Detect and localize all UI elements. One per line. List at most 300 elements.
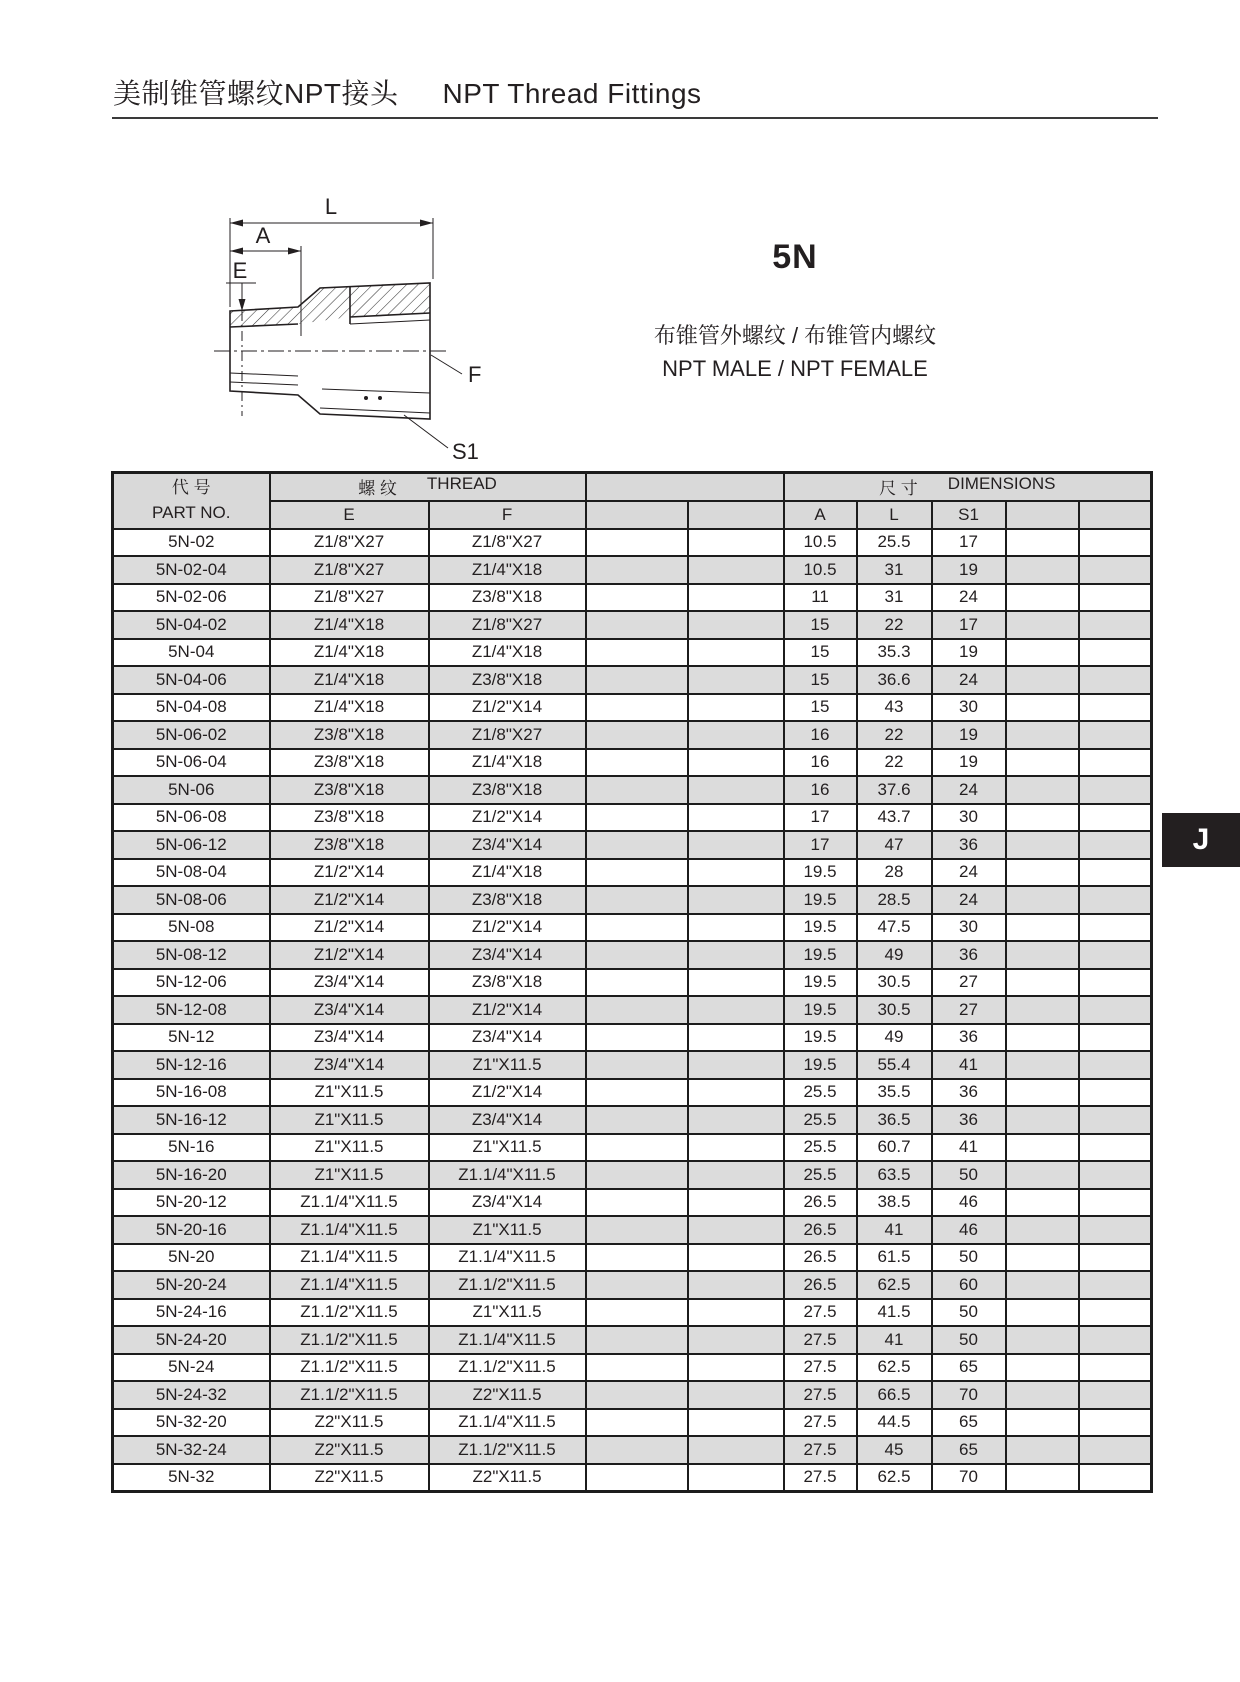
blank-cell — [1079, 1299, 1152, 1327]
blank-cell — [688, 1134, 784, 1162]
blank-cell — [586, 1299, 688, 1327]
blank-cell — [688, 804, 784, 832]
table-row — [113, 804, 1152, 832]
part-no-cell: 5N-32 — [113, 1464, 270, 1492]
dim-a-cell: 11 — [784, 584, 857, 612]
thread-e-cell: Z1.1/2"X11.5 — [270, 1381, 429, 1409]
blank-cell — [1079, 1216, 1152, 1244]
blank-cell — [1079, 859, 1152, 887]
dim-label-E: E — [232, 258, 248, 283]
thread-e-cell: Z3/8"X18 — [270, 804, 429, 832]
blank-cell — [688, 1189, 784, 1217]
thread-f-cell: Z1/2"X14 — [429, 694, 586, 722]
blank-cell — [1006, 1134, 1079, 1162]
dim-a-cell: 10.5 — [784, 529, 857, 557]
dim-l-cell: 31 — [857, 556, 932, 584]
blank-cell — [1079, 941, 1152, 969]
dim-s1-cell: 30 — [932, 804, 1006, 832]
table-row — [113, 584, 1152, 612]
blank-cell — [586, 721, 688, 749]
table-row — [113, 694, 1152, 722]
blank-cell — [1006, 666, 1079, 694]
table-row — [113, 996, 1152, 1024]
blank-cell — [1079, 1354, 1152, 1382]
blank-cell — [1006, 1244, 1079, 1272]
table-row — [113, 1134, 1152, 1162]
dim-l-cell: 47.5 — [857, 914, 932, 942]
dim-s1-cell: 36 — [932, 941, 1006, 969]
part-no-cell: 5N-08-04 — [113, 859, 270, 887]
thread-e-cell: Z1/2"X14 — [270, 886, 429, 914]
blank-cell — [688, 1079, 784, 1107]
thread-e-cell: Z1/8"X27 — [270, 529, 429, 557]
dim-s1-cell: 41 — [932, 1051, 1006, 1079]
blank-cell — [688, 1299, 784, 1327]
part-no-cell: 5N-06-08 — [113, 804, 270, 832]
blank-cell — [1006, 639, 1079, 667]
thread-e-cell: Z1/2"X14 — [270, 941, 429, 969]
dim-a-cell: 27.5 — [784, 1409, 857, 1437]
thread-e-cell: Z1"X11.5 — [270, 1106, 429, 1134]
fitting-technical-drawing — [198, 176, 508, 468]
dim-l-cell: 22 — [857, 721, 932, 749]
part-no-cell: 5N-04-06 — [113, 666, 270, 694]
blank-cell — [586, 666, 688, 694]
blank-cell — [1006, 721, 1079, 749]
blank-cell — [1079, 1409, 1152, 1437]
dim-a-cell: 25.5 — [784, 1161, 857, 1189]
thread-e-cell: Z3/8"X18 — [270, 776, 429, 804]
part-no-cell: 5N-32-20 — [113, 1409, 270, 1437]
blank-cell — [586, 859, 688, 887]
part-no-cell: 5N-04 — [113, 639, 270, 667]
page-title-zh: 美制锥管螺纹NPT接头 — [113, 78, 399, 109]
dim-a-cell: 26.5 — [784, 1271, 857, 1299]
table-row — [113, 1436, 1152, 1464]
thread-f-cell: Z3/4"X14 — [429, 1189, 586, 1217]
thread-f-cell: Z1/4"X18 — [429, 639, 586, 667]
thread-f-cell: Z1/8"X27 — [429, 611, 586, 639]
blank-cell — [1006, 941, 1079, 969]
thread-e-cell: Z1/4"X18 — [270, 611, 429, 639]
blank-cell — [1079, 804, 1152, 832]
blank-cell — [1006, 1189, 1079, 1217]
blank-cell — [688, 1381, 784, 1409]
part-no-cell: 5N-02-06 — [113, 584, 270, 612]
dim-l-cell: 30.5 — [857, 969, 932, 997]
col-header-l: L — [857, 501, 932, 529]
thread-f-cell: Z1/2"X14 — [429, 914, 586, 942]
part-no-cell: 5N-08 — [113, 914, 270, 942]
dim-s1-cell: 19 — [932, 749, 1006, 777]
dim-a-cell: 27.5 — [784, 1299, 857, 1327]
table-row — [113, 859, 1152, 887]
dim-a-cell: 26.5 — [784, 1189, 857, 1217]
dim-a-cell: 15 — [784, 694, 857, 722]
blank-cell — [688, 776, 784, 804]
thread-e-cell: Z1.1/4"X11.5 — [270, 1189, 429, 1217]
col-header-blank-sub3 — [1006, 501, 1079, 529]
blank-cell — [586, 776, 688, 804]
thread-e-cell: Z1"X11.5 — [270, 1079, 429, 1107]
table-row — [113, 1161, 1152, 1189]
dim-a-cell: 17 — [784, 831, 857, 859]
part-no-cell: 5N-12-16 — [113, 1051, 270, 1079]
blank-cell — [586, 1189, 688, 1217]
blank-cell — [1006, 776, 1079, 804]
thread-e-cell: Z3/8"X18 — [270, 831, 429, 859]
dim-s1-cell: 24 — [932, 666, 1006, 694]
part-no-cell: 5N-16 — [113, 1134, 270, 1162]
dim-l-cell: 62.5 — [857, 1271, 932, 1299]
part-no-cell: 5N-16-12 — [113, 1106, 270, 1134]
page-title-en: NPT Thread Fittings — [442, 78, 702, 109]
blank-cell — [1079, 694, 1152, 722]
blank-cell — [688, 1409, 784, 1437]
product-description-zh: 布锥管外螺纹 / 布锥管内螺纹 — [653, 323, 937, 348]
blank-cell — [688, 1024, 784, 1052]
fittings-table-body — [113, 529, 1152, 1492]
title-divider — [112, 117, 1158, 119]
blank-cell — [586, 941, 688, 969]
blank-cell — [1006, 804, 1079, 832]
table-row — [113, 831, 1152, 859]
thread-f-cell: Z1.1/2"X11.5 — [429, 1436, 586, 1464]
dim-l-cell: 35.3 — [857, 639, 932, 667]
blank-cell — [1079, 886, 1152, 914]
dim-a-cell: 19.5 — [784, 914, 857, 942]
dim-a-cell: 10.5 — [784, 556, 857, 584]
blank-cell — [1006, 1024, 1079, 1052]
blank-cell — [1079, 1436, 1152, 1464]
col-header-part-no-en: PART NO. — [152, 502, 231, 522]
dim-a-cell: 27.5 — [784, 1354, 857, 1382]
fitting-drawing-svg — [198, 176, 508, 468]
blank-cell — [1079, 639, 1152, 667]
blank-cell — [1006, 1381, 1079, 1409]
dim-s1-cell: 36 — [932, 1024, 1006, 1052]
thread-e-cell: Z1/4"X18 — [270, 694, 429, 722]
thread-f-cell: Z3/4"X14 — [429, 831, 586, 859]
dim-l-cell: 37.6 — [857, 776, 932, 804]
table-row — [113, 529, 1152, 557]
dim-label-F: F — [468, 362, 482, 387]
dim-label-L: L — [324, 194, 338, 219]
dim-l-cell: 62.5 — [857, 1464, 932, 1492]
dim-s1-cell: 24 — [932, 859, 1006, 887]
dim-l-cell: 41 — [857, 1216, 932, 1244]
thread-f-cell: Z3/4"X14 — [429, 1106, 586, 1134]
table-row — [113, 1216, 1152, 1244]
part-no-cell: 5N-02 — [113, 529, 270, 557]
blank-cell — [1006, 584, 1079, 612]
thread-e-cell: Z2"X11.5 — [270, 1464, 429, 1492]
dim-l-cell: 36.5 — [857, 1106, 932, 1134]
dim-label-S1: S1 — [452, 439, 479, 464]
thread-e-cell: Z3/4"X14 — [270, 1024, 429, 1052]
part-no-cell: 5N-12-08 — [113, 996, 270, 1024]
part-no-cell: 5N-12-06 — [113, 969, 270, 997]
blank-cell — [688, 749, 784, 777]
thread-f-cell: Z1.1/4"X11.5 — [429, 1326, 586, 1354]
blank-cell — [1006, 859, 1079, 887]
dim-l-cell: 60.7 — [857, 1134, 932, 1162]
dim-s1-cell: 46 — [932, 1189, 1006, 1217]
dim-s1-cell: 65 — [932, 1409, 1006, 1437]
blank-cell — [586, 886, 688, 914]
table-row — [113, 639, 1152, 667]
dim-l-cell: 63.5 — [857, 1161, 932, 1189]
dim-s1-cell: 50 — [932, 1244, 1006, 1272]
dim-l-cell: 41.5 — [857, 1299, 932, 1327]
thread-e-cell: Z1.1/2"X11.5 — [270, 1354, 429, 1382]
blank-cell — [688, 529, 784, 557]
thread-e-cell: Z3/8"X18 — [270, 749, 429, 777]
dim-l-cell: 61.5 — [857, 1244, 932, 1272]
blank-cell — [1079, 1106, 1152, 1134]
part-no-cell: 5N-02-04 — [113, 556, 270, 584]
thread-f-cell: Z1/2"X14 — [429, 1079, 586, 1107]
blank-cell — [586, 914, 688, 942]
blank-cell — [688, 639, 784, 667]
blank-cell — [1079, 1161, 1152, 1189]
thread-e-cell: Z1.1/2"X11.5 — [270, 1299, 429, 1327]
dim-label-A: A — [255, 223, 271, 248]
col-header-thread — [270, 473, 586, 501]
blank-cell — [688, 1464, 784, 1492]
blank-cell — [586, 1216, 688, 1244]
blank-cell — [1006, 529, 1079, 557]
dim-a-cell: 19.5 — [784, 996, 857, 1024]
table-row — [113, 1381, 1152, 1409]
table-row — [113, 886, 1152, 914]
dim-l-cell: 28.5 — [857, 886, 932, 914]
dim-s1-cell: 30 — [932, 914, 1006, 942]
thread-f-cell: Z1.1/2"X11.5 — [429, 1271, 586, 1299]
dim-s1-cell: 60 — [932, 1271, 1006, 1299]
blank-cell — [688, 584, 784, 612]
blank-cell — [1006, 1354, 1079, 1382]
blank-cell — [1079, 1326, 1152, 1354]
blank-cell — [586, 639, 688, 667]
blank-cell — [1006, 1161, 1079, 1189]
thread-e-cell: Z1/4"X18 — [270, 639, 429, 667]
blank-cell — [586, 969, 688, 997]
blank-cell — [586, 1244, 688, 1272]
blank-cell — [1006, 1299, 1079, 1327]
dim-l-cell: 45 — [857, 1436, 932, 1464]
table-row — [113, 556, 1152, 584]
dim-l-cell: 66.5 — [857, 1381, 932, 1409]
part-no-cell: 5N-20 — [113, 1244, 270, 1272]
blank-cell — [688, 1354, 784, 1382]
thread-e-cell: Z3/8"X18 — [270, 721, 429, 749]
thread-f-cell: Z1.1/4"X11.5 — [429, 1244, 586, 1272]
dim-s1-cell: 46 — [932, 1216, 1006, 1244]
blank-cell — [586, 1464, 688, 1492]
table-row — [113, 721, 1152, 749]
part-no-cell: 5N-08-06 — [113, 886, 270, 914]
part-no-cell: 5N-20-12 — [113, 1189, 270, 1217]
blank-cell — [586, 529, 688, 557]
thread-e-cell: Z1/4"X18 — [270, 666, 429, 694]
col-header-dimensions — [784, 473, 1152, 501]
blank-cell — [586, 749, 688, 777]
table-header — [113, 473, 1152, 529]
blank-cell — [688, 1244, 784, 1272]
thread-f-cell: Z3/4"X14 — [429, 941, 586, 969]
dim-a-cell: 16 — [784, 721, 857, 749]
blank-cell — [688, 969, 784, 997]
part-no-cell: 5N-06-02 — [113, 721, 270, 749]
blank-cell — [688, 859, 784, 887]
blank-cell — [1079, 1134, 1152, 1162]
thread-f-cell: Z2"X11.5 — [429, 1464, 586, 1492]
thread-f-cell: Z3/4"X14 — [429, 1024, 586, 1052]
part-no-cell: 5N-04-02 — [113, 611, 270, 639]
col-header-blank-sub4 — [1079, 501, 1152, 529]
blank-cell — [586, 1381, 688, 1409]
blank-cell — [586, 996, 688, 1024]
col-header-blank — [586, 473, 784, 501]
dim-l-cell: 49 — [857, 941, 932, 969]
blank-cell — [1079, 1189, 1152, 1217]
dim-a-cell: 16 — [784, 749, 857, 777]
table-row — [113, 1244, 1152, 1272]
col-header-blank-sub1 — [586, 501, 688, 529]
col-header-s1: S1 — [932, 501, 1006, 529]
blank-cell — [688, 1216, 784, 1244]
dim-s1-cell: 27 — [932, 969, 1006, 997]
page-title — [113, 72, 702, 112]
blank-cell — [688, 694, 784, 722]
blank-cell — [1079, 1079, 1152, 1107]
thread-e-cell: Z1"X11.5 — [270, 1134, 429, 1162]
blank-cell — [1079, 1381, 1152, 1409]
blank-cell — [586, 694, 688, 722]
blank-cell — [688, 556, 784, 584]
thread-e-cell: Z1"X11.5 — [270, 1161, 429, 1189]
thread-e-cell: Z2"X11.5 — [270, 1409, 429, 1437]
thread-f-cell: Z3/8"X18 — [429, 776, 586, 804]
dim-l-cell: 43 — [857, 694, 932, 722]
blank-cell — [1006, 1409, 1079, 1437]
thread-f-cell: Z1/4"X18 — [429, 859, 586, 887]
thread-e-cell: Z1.1/4"X11.5 — [270, 1244, 429, 1272]
col-header-thread-zh: 螺 纹 — [358, 479, 397, 499]
blank-cell — [1079, 749, 1152, 777]
dim-s1-cell: 65 — [932, 1436, 1006, 1464]
blank-cell — [1006, 1271, 1079, 1299]
blank-cell — [688, 1271, 784, 1299]
blank-cell — [1006, 1051, 1079, 1079]
blank-cell — [1079, 1244, 1152, 1272]
dim-a-cell: 25.5 — [784, 1134, 857, 1162]
thread-f-cell: Z1/8"X27 — [429, 721, 586, 749]
part-no-cell: 5N-06 — [113, 776, 270, 804]
thread-f-cell: Z1.1/2"X11.5 — [429, 1354, 586, 1382]
dim-s1-cell: 50 — [932, 1161, 1006, 1189]
dim-s1-cell: 50 — [932, 1326, 1006, 1354]
table-row — [113, 941, 1152, 969]
blank-cell — [1006, 914, 1079, 942]
table-row — [113, 611, 1152, 639]
dim-a-cell: 19.5 — [784, 941, 857, 969]
blank-cell — [1079, 611, 1152, 639]
blank-cell — [1079, 721, 1152, 749]
part-no-cell: 5N-06-12 — [113, 831, 270, 859]
thread-e-cell: Z2"X11.5 — [270, 1436, 429, 1464]
blank-cell — [586, 804, 688, 832]
dim-l-cell: 22 — [857, 611, 932, 639]
thread-f-cell: Z1/2"X14 — [429, 996, 586, 1024]
part-no-cell: 5N-04-08 — [113, 694, 270, 722]
thread-e-cell: Z1/8"X27 — [270, 556, 429, 584]
dim-a-cell: 25.5 — [784, 1106, 857, 1134]
thread-e-cell: Z3/4"X14 — [270, 969, 429, 997]
table-row — [113, 666, 1152, 694]
blank-cell — [586, 1271, 688, 1299]
table-row — [113, 1079, 1152, 1107]
thread-e-cell: Z1/2"X14 — [270, 914, 429, 942]
dim-l-cell: 22 — [857, 749, 932, 777]
blank-cell — [688, 1326, 784, 1354]
blank-cell — [586, 556, 688, 584]
table-row — [113, 1189, 1152, 1217]
blank-cell — [1006, 1106, 1079, 1134]
dim-l-cell: 31 — [857, 584, 932, 612]
blank-cell — [1079, 529, 1152, 557]
table-row — [113, 969, 1152, 997]
blank-cell — [586, 831, 688, 859]
thread-e-cell: Z1.1/4"X11.5 — [270, 1216, 429, 1244]
thread-e-cell: Z1.1/2"X11.5 — [270, 1326, 429, 1354]
blank-cell — [1079, 1051, 1152, 1079]
part-no-cell: 5N-12 — [113, 1024, 270, 1052]
dim-a-cell: 19.5 — [784, 1024, 857, 1052]
dim-a-cell: 15 — [784, 666, 857, 694]
blank-cell — [1006, 831, 1079, 859]
dim-s1-cell: 36 — [932, 831, 1006, 859]
table-row — [113, 1299, 1152, 1327]
dim-a-cell: 19.5 — [784, 969, 857, 997]
blank-cell — [1079, 1271, 1152, 1299]
col-header-part-no — [113, 473, 270, 529]
part-no-cell: 5N-06-04 — [113, 749, 270, 777]
table-row — [113, 1409, 1152, 1437]
dim-a-cell: 19.5 — [784, 859, 857, 887]
product-description-en: NPT MALE / NPT FEMALE — [662, 356, 928, 381]
blank-cell — [1006, 996, 1079, 1024]
blank-cell — [1006, 1464, 1079, 1492]
blank-cell — [586, 1024, 688, 1052]
blank-cell — [586, 1436, 688, 1464]
part-no-cell: 5N-24-32 — [113, 1381, 270, 1409]
dim-s1-cell: 50 — [932, 1299, 1006, 1327]
blank-cell — [1006, 694, 1079, 722]
dim-a-cell: 27.5 — [784, 1381, 857, 1409]
blank-cell — [688, 611, 784, 639]
blank-cell — [1079, 776, 1152, 804]
thread-f-cell: Z3/8"X18 — [429, 666, 586, 694]
col-header-blank-sub2 — [688, 501, 784, 529]
dim-l-cell: 43.7 — [857, 804, 932, 832]
blank-cell — [1079, 666, 1152, 694]
thread-f-cell: Z1"X11.5 — [429, 1299, 586, 1327]
part-no-cell: 5N-32-24 — [113, 1436, 270, 1464]
blank-cell — [688, 721, 784, 749]
dim-a-cell: 26.5 — [784, 1216, 857, 1244]
